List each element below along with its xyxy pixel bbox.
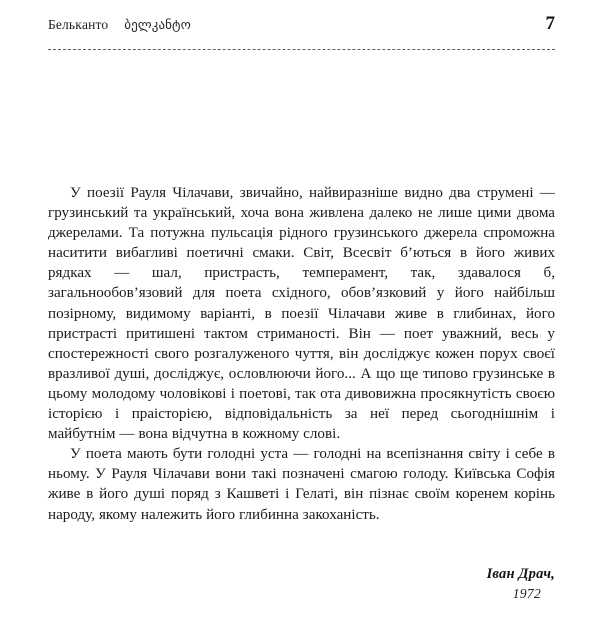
running-head [48, 14, 555, 38]
header-dashed-rule [48, 49, 555, 50]
running-head-title-georgian: ბელკანტო [124, 18, 191, 33]
body-text [48, 183, 555, 525]
signature-year: 1972 [512, 586, 541, 601]
signature-author: Іван Драч, [486, 566, 555, 582]
running-head-titles [48, 17, 191, 33]
signature-block [295, 565, 555, 603]
paragraph: У поезії Рауля Чілачави, звичайно, найвиразніше видно два струмені — грузинський та український, хоча вона живлена далеко не лише цими двома джерелами. Та потужна пульсація рідного грузинського джерела спроможна наситити вибагливі поетичні смаки. Світ, Всесвіт б’ються в його живих рядках — шал, пристрасть, темперамент, так, здавалося б, загальнообов’язовий для поета східного, обов’язковий у його найбільш позірному, видимому варіанті, в поезії Чілачави живе в глибинах, його пристрасті притишені тактом стриманості. Він — поет уважний, весь у спостережності свого розгалуженого чуття, він досліджує кожен порух своєї вразливої душі, досліджує, ословлюючи його... А що ще типово грузинське в цьому молодому чоловікові і поетові, так ота дивовижна просякнутість своєю історією і праісторією, відповідальність за неї перед сьогоднішнім і майбутнім — вона відчутна в кожному слові. [48, 185, 555, 443]
paragraph: У поета мають бути голодні уста — голодні на всепізнання світу і себе в ньому. У Рауля Чілачави вони такі позначені смагою голоду. Київська Софія живе в його душі поряд з Кашветі і Гелаті, він пізнає своїм коренем корінь народу, якому належить його глибинна закоханість. [48, 446, 555, 523]
running-head-title-cyrillic: Белькaнто [48, 17, 109, 32]
page-number: 7 [545, 13, 555, 34]
